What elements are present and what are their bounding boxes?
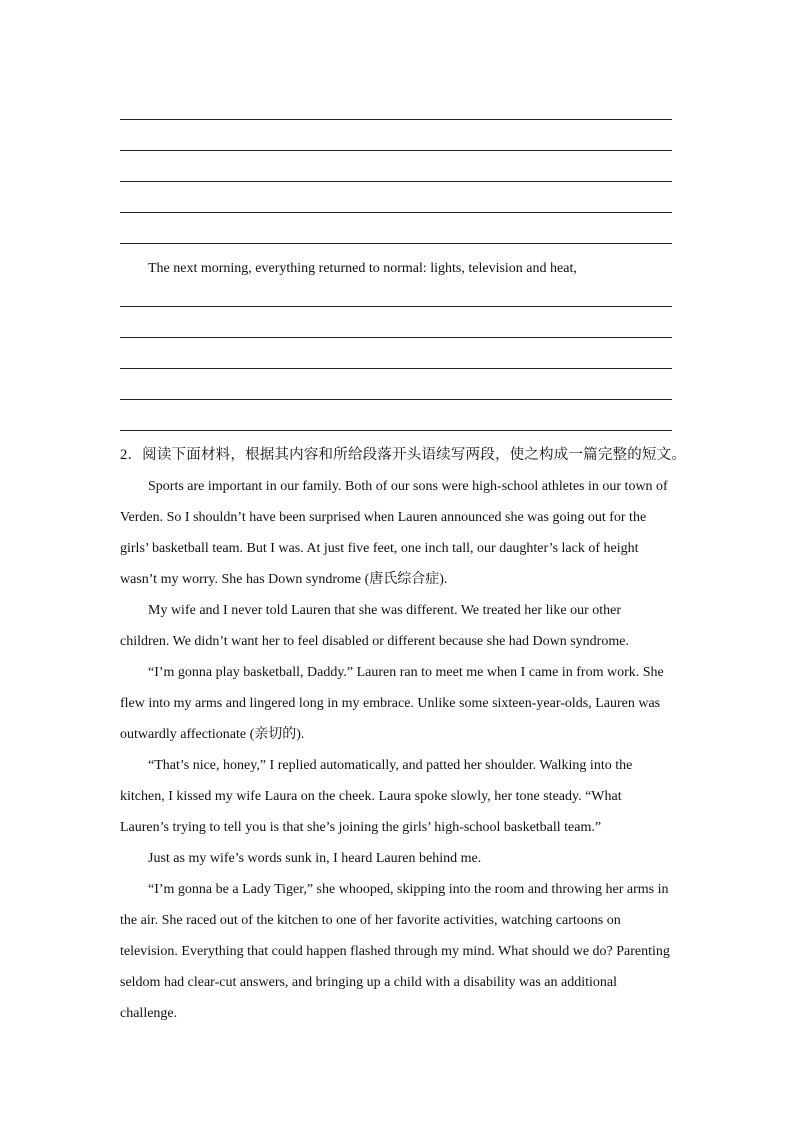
- writing-line: [120, 181, 672, 182]
- passage-line: “I’m gonna play basketball, Daddy.” Lauren ran to meet me when I came in from work. She: [148, 665, 664, 680]
- passage-line: Lauren’s trying to tell you is that she’s joining the girls’ high-school basketball team.”: [120, 820, 602, 835]
- question-heading: [120, 440, 687, 471]
- passage-line: seldom had clear-cut answers, and bringing up a child with a disability was an additional: [120, 975, 617, 990]
- passage-line: “That’s nice, honey,” I replied automatically, and patted her shoulder. Walking into the: [148, 758, 633, 773]
- writing-line: [120, 150, 672, 151]
- writing-line: [120, 119, 672, 120]
- passage-line: flew into my arms and lingered long in my embrace. Unlike some sixteen-year-olds, Lauren was: [120, 696, 661, 711]
- writing-line: [120, 399, 672, 400]
- passage-line: challenge.: [120, 1006, 178, 1021]
- paragraph-prompt: The next morning, everything returned to normal: lights, television and heat,: [148, 261, 577, 276]
- writing-line: [120, 368, 672, 369]
- passage-line: girls’ basketball team. But I was. At just five feet, one inch tall, our daughter’s lack of height: [120, 541, 639, 556]
- passage-line: Verden. So I shouldn’t have been surprised when Lauren announced she was going out for the: [120, 510, 647, 525]
- writing-line: [120, 306, 672, 307]
- writing-line: [120, 212, 672, 213]
- passage-line: “I’m gonna be a Lady Tiger,” she whooped, skipping into the room and throwing her arms in: [148, 882, 669, 897]
- writing-line: [120, 430, 672, 431]
- passage-line: Sports are important in our family. Both of our sons were high-school athletes in our town of: [148, 479, 668, 494]
- passage-line: television. Everything that could happen flashed through my mind. What should we do? Parenting: [120, 944, 670, 959]
- writing-line: [120, 337, 672, 338]
- passage-line: wasn’t my worry. She has Down syndrome (唐氏综合症).: [120, 572, 448, 587]
- question-instruction: 阅读下面材料，根据其内容和所给段落开头语续写两段，使之构成一篇完整的短文。: [142, 447, 687, 463]
- passage-line: Just as my wife’s words sunk in, I heard Lauren behind me.: [148, 851, 482, 866]
- passage-line: outwardly affectionate (亲切的).: [120, 727, 305, 742]
- question-number: 2．: [120, 447, 143, 463]
- passage-line: children. We didn’t want her to feel disabled or different because she had Down syndrome.: [120, 634, 629, 649]
- writing-line: [120, 243, 672, 244]
- passage-line: My wife and I never told Lauren that she was different. We treated her like our other: [148, 603, 622, 618]
- passage-line: kitchen, I kissed my wife Laura on the cheek. Laura spoke slowly, her tone steady. “What: [120, 789, 622, 804]
- passage-line: the air. She raced out of the kitchen to one of her favorite activities, watching cartoons on: [120, 913, 621, 928]
